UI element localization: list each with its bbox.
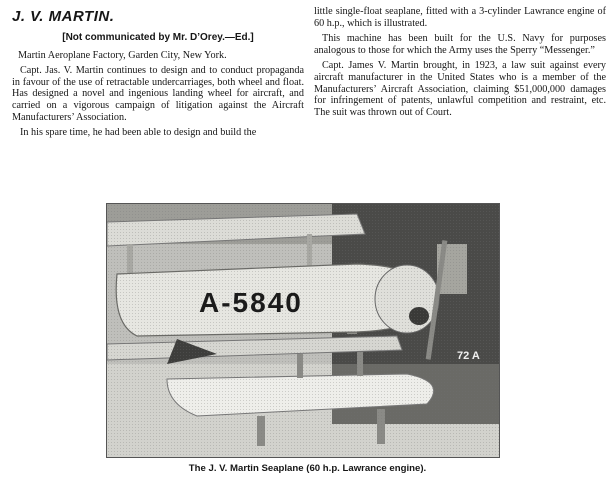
right-column: [314, 6, 606, 122]
paragraph: Capt. Jas. V. Martin continues to design and to conduct propaganda in favour of the use of retractable undercarriages, both wheel and float. Has designed a novel and ingenious landing wheel for aircraft, and carried on a vigorous campaign of litigation against the Aircraft Manufacturers’ Association.: [12, 65, 304, 123]
editor-note: [Not communicated by Mr. D’Orey.—Ed.]: [62, 32, 254, 43]
paragraph: Capt. James V. Martin brought, in 1923, a law suit against every aircraft manufacturer in the United States who is a member of the Manufacturers’ Aircraft Association, claiming $51,000,000 damages for infringement of patents, unlawful competition and restraint, etc. The suit was thrown out of Court.: [314, 60, 606, 118]
paragraph: This machine has been built for the U.S. Navy for purposes analogous to those for which the Army uses the Sperry “Messenger.”: [314, 33, 606, 56]
seaplane-illustration: [107, 204, 499, 457]
seaplane-photo: [106, 203, 500, 458]
factory-address: Martin Aeroplane Factory, Garden City, New York.: [18, 49, 227, 61]
article-title: J. V. MARTIN.: [12, 8, 115, 25]
left-column: [12, 6, 304, 143]
paragraph: little single-float seaplane, fitted with a 3-cylinder Lawrance engine of 60 h.p., which is illustrated.: [314, 6, 606, 29]
paragraph: In his spare time, he had been able to design and build the: [20, 127, 257, 139]
fuselage-marking: A-5840: [199, 287, 303, 318]
photo-caption: The J. V. Martin Seaplane (60 h.p. Lawrance engine).: [188, 463, 427, 474]
background-marking: 72 A: [457, 350, 480, 362]
